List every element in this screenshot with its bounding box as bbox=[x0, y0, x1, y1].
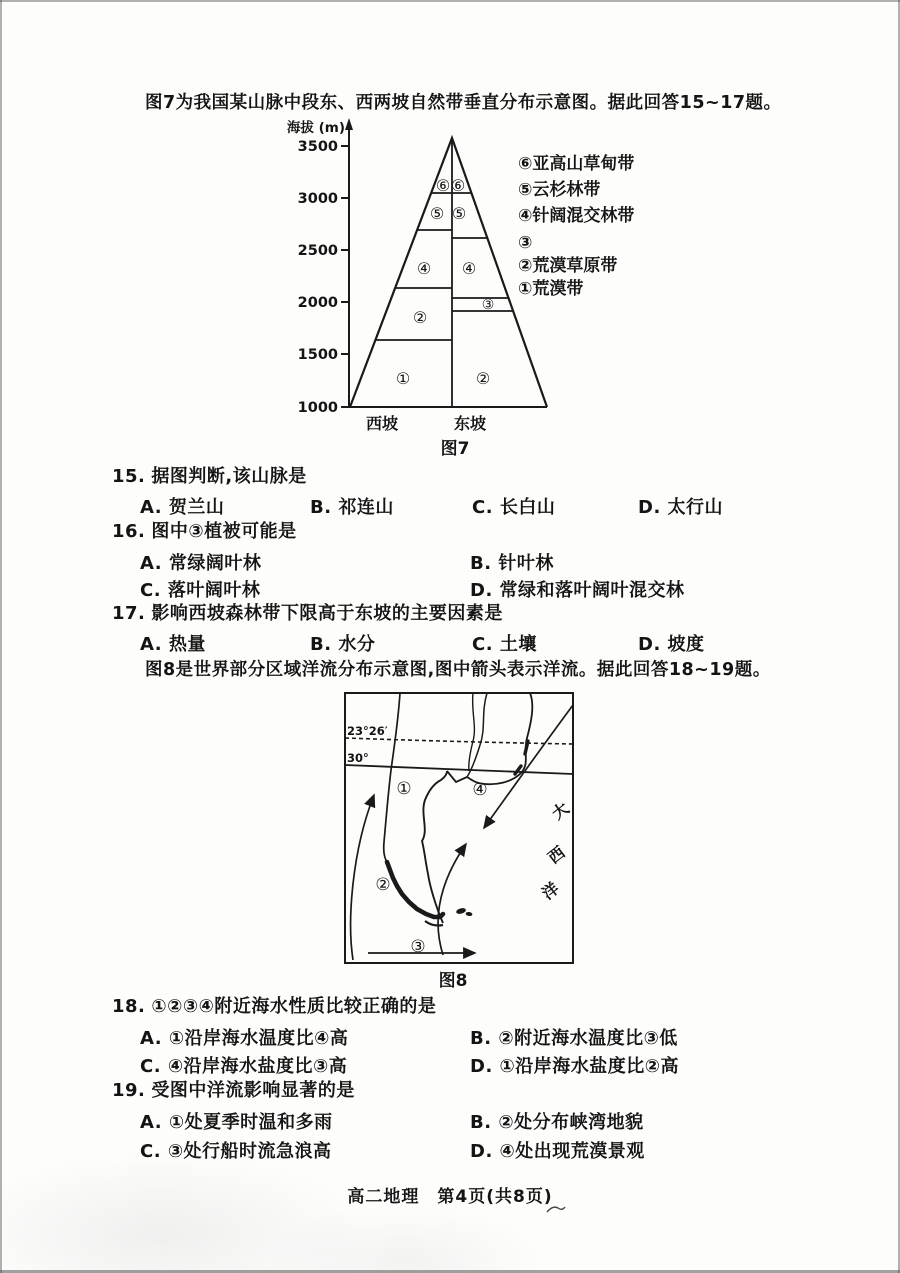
q17-stem-row bbox=[112, 603, 503, 625]
fig7-west-zone5-mark: ⑤ bbox=[429, 204, 445, 223]
fig7-east-zone6-mark: ⑥ bbox=[450, 176, 466, 195]
q16-option-a: A. 常绿阔叶林 bbox=[140, 553, 262, 574]
q18-option-d: D. ①沿岸海水盐度比②高 bbox=[470, 1056, 680, 1077]
fig8-lat30-label: 30° bbox=[347, 751, 369, 765]
q16-stem: 图中③植被可能是 bbox=[151, 521, 297, 542]
fig7-legend bbox=[518, 153, 634, 299]
q19-stem-row bbox=[112, 1080, 355, 1102]
fig7-tick-2000: 2000 bbox=[297, 295, 338, 311]
fig7-west-zone4-mark: ④ bbox=[416, 259, 432, 278]
scan-edge-top bbox=[0, 0, 900, 2]
q17-options bbox=[140, 630, 860, 656]
q18-options-row1 bbox=[140, 1024, 860, 1050]
fig7-y-axis-label: 海拔 (m) bbox=[286, 120, 345, 136]
fig8-mark-4: ④ bbox=[472, 780, 488, 800]
fig7-west-zone2-mark: ② bbox=[412, 308, 428, 327]
q17-option-a: A. 热量 bbox=[140, 634, 206, 655]
q18-stem: ①②③④附近海水性质比较正确的是 bbox=[151, 996, 437, 1017]
fig7-tick-1000: 1000 bbox=[297, 400, 338, 416]
q18-option-b: B. ②附近海水温度比③低 bbox=[470, 1028, 678, 1049]
fig7-west-zone1-mark: ① bbox=[395, 369, 411, 388]
fig8-current-arrow-falkland bbox=[438, 844, 466, 955]
fig8-tierra-del-fuego bbox=[425, 921, 443, 926]
fig7-legend-item-5: ⑤云杉林带 bbox=[518, 180, 601, 200]
q19-option-b: B. ②处分布峡湾地貌 bbox=[470, 1112, 644, 1133]
q19-option-a: A. ①处夏季时温和多雨 bbox=[140, 1112, 333, 1133]
q15-option-a: A. 贺兰山 bbox=[140, 497, 225, 518]
fig7-legend-item-4: ④针阔混交林带 bbox=[518, 206, 635, 226]
fig8-caption: 图8 bbox=[438, 971, 468, 991]
q16-options-row1 bbox=[140, 549, 860, 575]
fig8-river-line-1 bbox=[467, 693, 487, 777]
q15-options bbox=[140, 493, 860, 519]
fig8-islands bbox=[455, 907, 472, 916]
q15-number: 15. bbox=[112, 466, 146, 487]
q19-stem: 受图中洋流影响显著的是 bbox=[151, 1080, 355, 1101]
fig7-legend-item-2: ②荒漠草原带 bbox=[518, 256, 618, 276]
fig8-ocean-name bbox=[538, 799, 572, 904]
q17-stem: 影响西坡森林带下限高于东坡的主要因素是 bbox=[151, 603, 503, 624]
fig7-tick-1500: 1500 bbox=[297, 347, 338, 363]
fig7-east-zone5-mark: ⑤ bbox=[451, 204, 467, 223]
fig8-mark-3: ③ bbox=[410, 937, 426, 957]
pen-mark bbox=[545, 1203, 567, 1215]
fig7-legend-item-3: ③ bbox=[518, 233, 533, 253]
fig8-fjord-coastline bbox=[387, 862, 443, 917]
q18-options-row2 bbox=[140, 1052, 860, 1078]
fig7-west-slope-label: 西坡 bbox=[365, 414, 399, 433]
scan-edge-left bbox=[0, 0, 2, 1273]
fig7-legend-item-1: ①荒漠带 bbox=[518, 279, 584, 299]
fig7-east-zone2-mark: ② bbox=[475, 369, 491, 388]
fig8-mark-2: ② bbox=[375, 875, 391, 895]
q17-option-b: B. 水分 bbox=[310, 634, 376, 655]
fig7-caption: 图7 bbox=[440, 439, 470, 459]
q15-option-c: C. 长白山 bbox=[472, 497, 556, 518]
fig7-intro: 图7为我国某山脉中段东、西两坡自然带垂直分布示意图。据此回答15~17题。 bbox=[145, 93, 782, 113]
fig7-tick-3500: 3500 bbox=[297, 139, 338, 155]
q16-options-row2 bbox=[140, 576, 860, 602]
fig8-ocean-char-2: 西 bbox=[544, 842, 569, 868]
fig8-tropic-label: 23°26′ bbox=[347, 724, 388, 738]
fig8-current-arrow-1 bbox=[351, 795, 374, 960]
fig8-east-coastline bbox=[422, 771, 447, 923]
fig8-mark-1: ① bbox=[396, 779, 412, 799]
q19-number: 19. bbox=[112, 1080, 146, 1101]
q17-number: 17. bbox=[112, 603, 146, 624]
fig7-east-zone4-mark: ④ bbox=[461, 259, 477, 278]
q16-stem-row bbox=[112, 521, 297, 543]
q15-stem-row bbox=[112, 466, 307, 488]
fig7-west-zone6-mark: ⑥ bbox=[435, 176, 451, 195]
fig7-east-slope-label: 东坡 bbox=[453, 414, 487, 433]
fig8-river-line-2 bbox=[469, 693, 475, 771]
fig7-y-axis-arrow bbox=[345, 118, 353, 130]
q18-number: 18. bbox=[112, 996, 146, 1017]
fig7-tick-2500: 2500 bbox=[297, 243, 338, 259]
q15-stem: 据图判断,该山脉是 bbox=[151, 466, 307, 487]
q17-option-d: D. 坡度 bbox=[638, 634, 705, 655]
q15-option-d: D. 太行山 bbox=[638, 497, 724, 518]
q16-option-c: C. 落叶阔叶林 bbox=[140, 580, 261, 601]
fig8-lat30-line bbox=[345, 765, 573, 774]
fig8-map bbox=[325, 683, 585, 995]
fig8-west-coastline bbox=[384, 693, 400, 862]
q19-option-c: C. ③处行船时流急浪高 bbox=[140, 1141, 332, 1162]
fig8-ocean-char-1: 大 bbox=[548, 798, 573, 824]
q19-option-d: D. ④处出现荒漠景观 bbox=[470, 1141, 645, 1162]
fig7-east-zone3-mark: ③ bbox=[481, 297, 495, 313]
page-footer: 高二地理 第4页(共8页) bbox=[347, 1187, 553, 1207]
q18-stem-row bbox=[112, 996, 436, 1018]
q15-option-b: B. 祁连山 bbox=[310, 497, 394, 518]
q18-option-a: A. ①沿岸海水温度比④高 bbox=[140, 1028, 349, 1049]
fig7-ticks bbox=[341, 146, 349, 407]
q16-option-d: D. 常绿和落叶阔叶混交林 bbox=[470, 580, 685, 601]
fig7-diagram bbox=[275, 112, 775, 462]
fig7-tick-3000: 3000 bbox=[297, 191, 338, 207]
fig8-ocean-char-3: 洋 bbox=[538, 878, 563, 904]
q19-options-row1 bbox=[140, 1108, 860, 1134]
q16-option-b: B. 针叶林 bbox=[470, 553, 554, 574]
q19-options-row2 bbox=[140, 1137, 860, 1163]
fig8-tropic-line bbox=[345, 738, 573, 744]
q17-option-c: C. 土壤 bbox=[472, 634, 537, 655]
fig8-estuary bbox=[447, 771, 467, 782]
q16-number: 16. bbox=[112, 521, 146, 542]
fig7-legend-item-6: ⑥亚高山草甸带 bbox=[518, 154, 635, 174]
q18-option-c: C. ④沿岸海水盐度比③高 bbox=[140, 1056, 348, 1077]
fig8-intro: 图8是世界部分区域洋流分布示意图,图中箭头表示洋流。据此回答18~19题。 bbox=[145, 660, 771, 680]
